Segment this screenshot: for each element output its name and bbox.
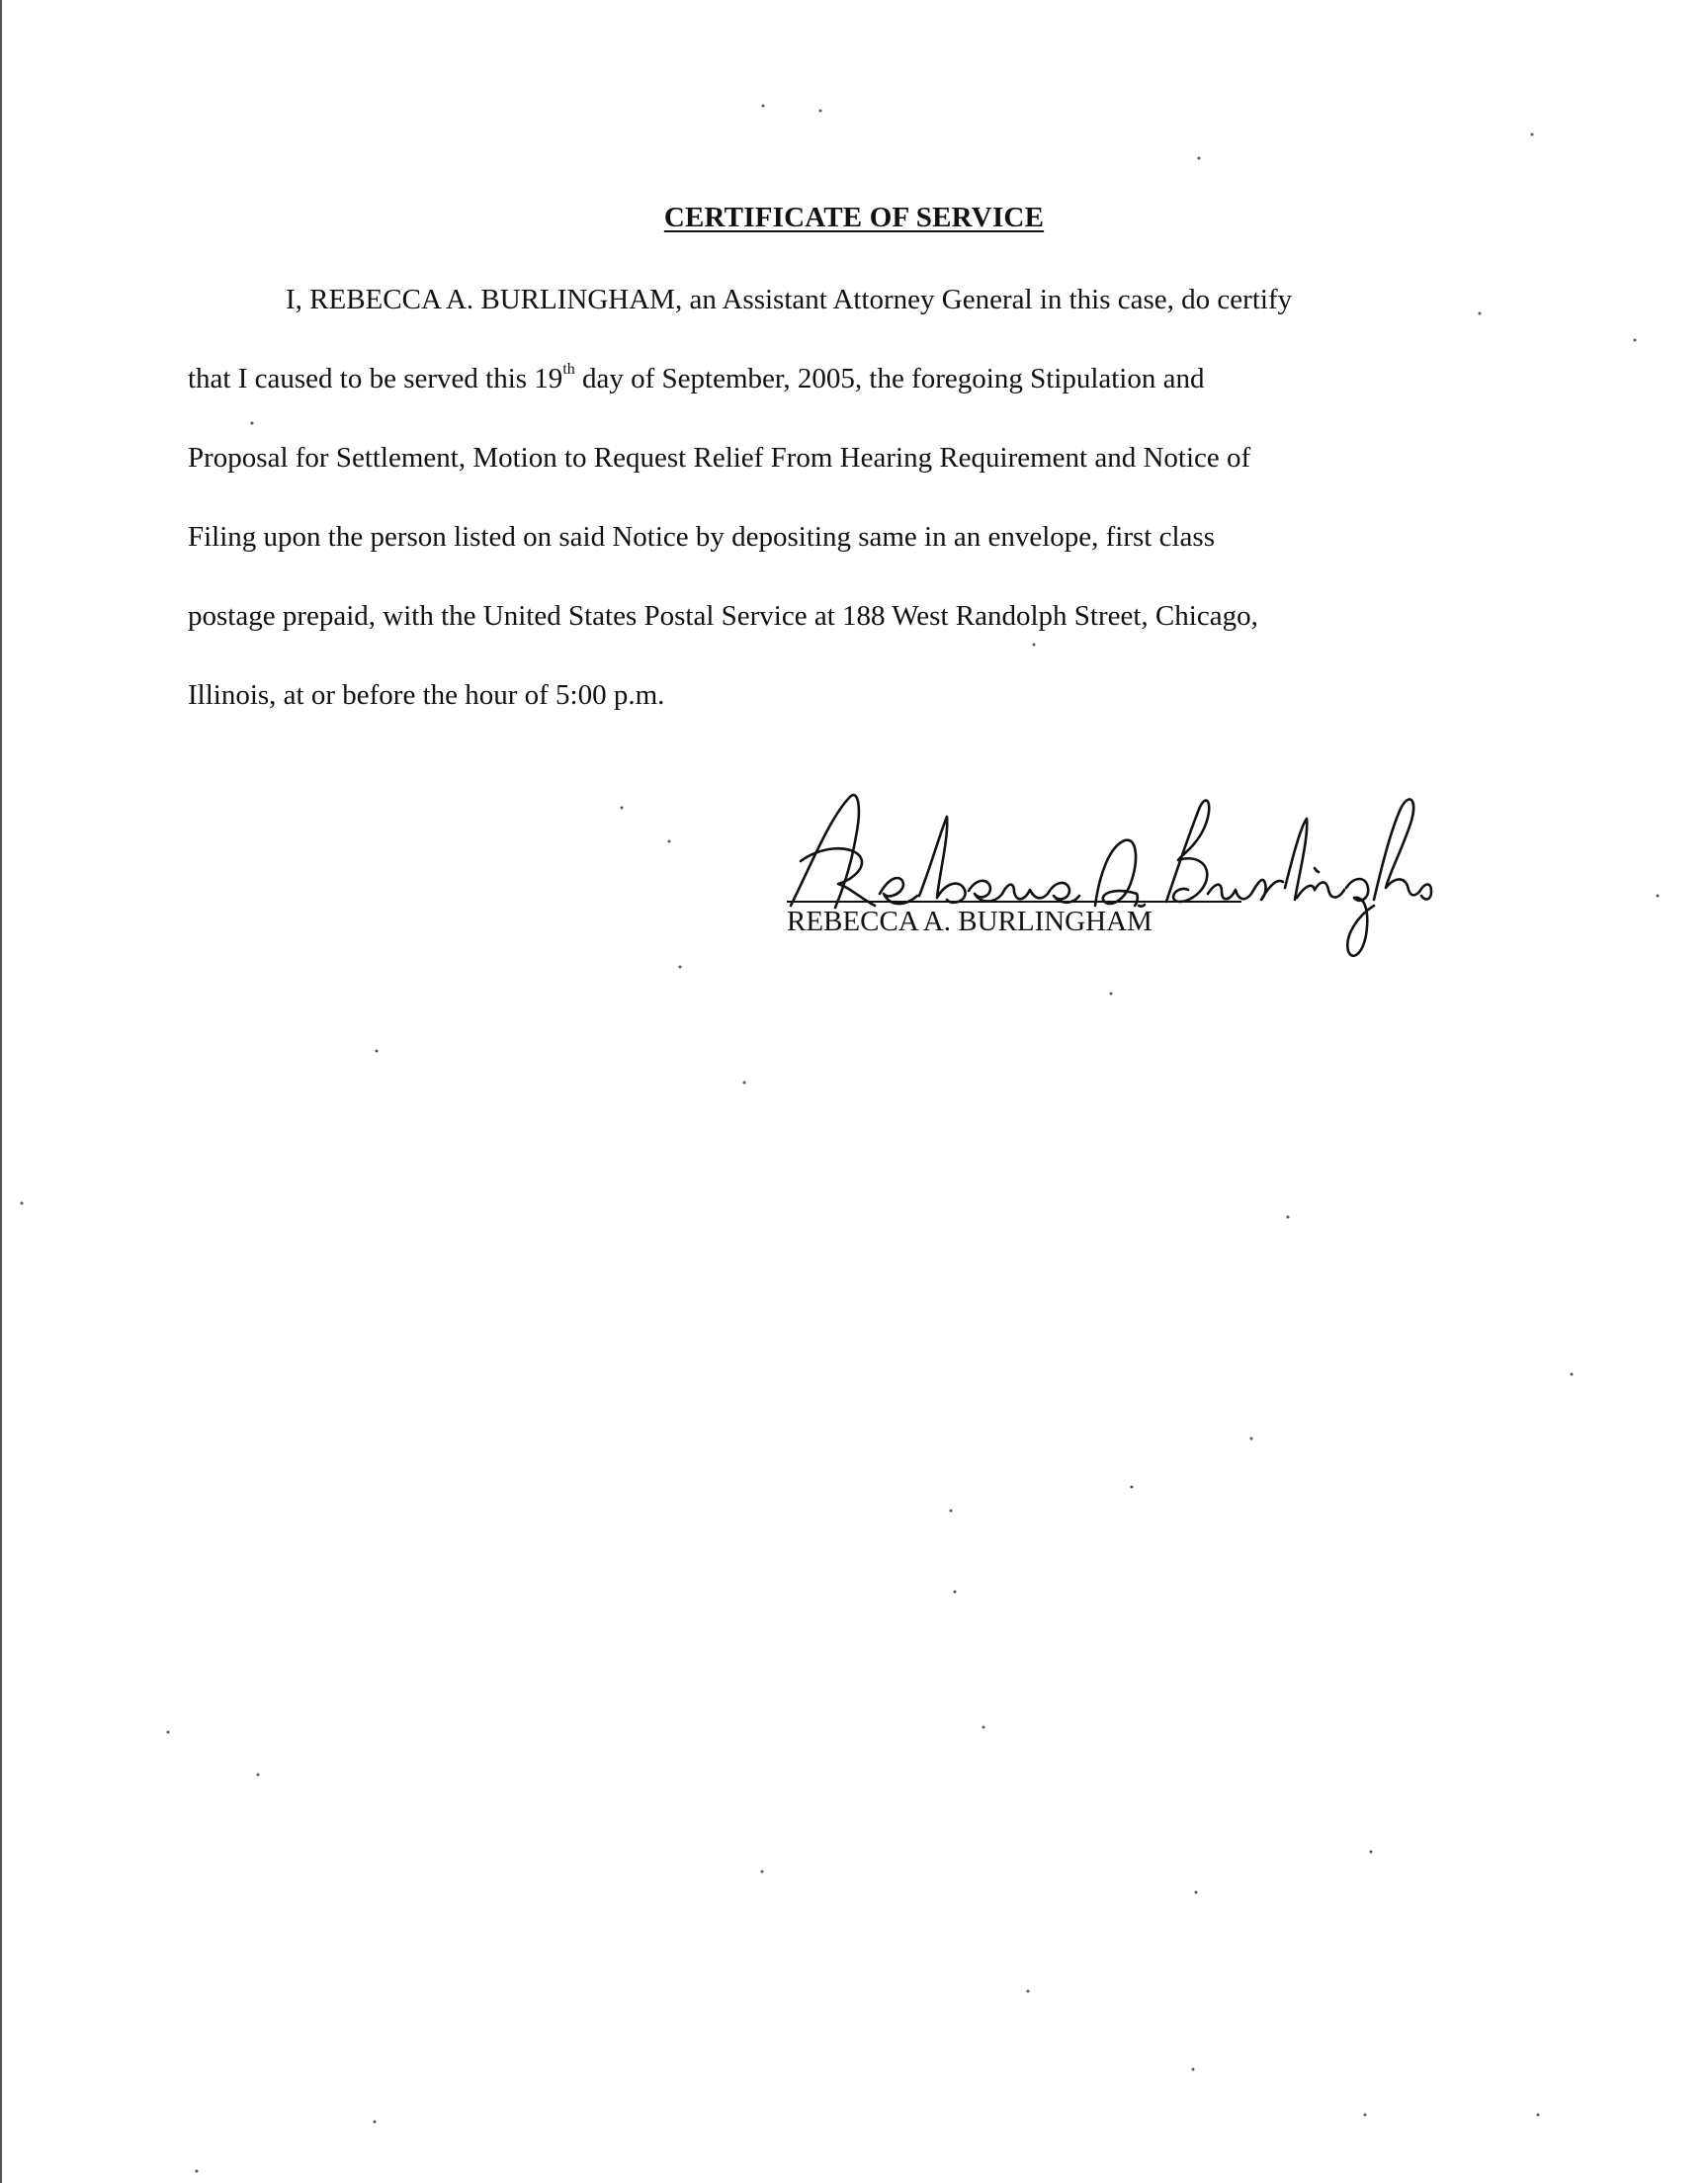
body-line-3: Proposal for Settlement, Motion to Request Relief From Hearing Requirement and Notice of [188,442,1251,474]
body-line-4: Filing upon the person listed on said Notice by depositing same in an envelope, first class [188,521,1215,553]
body-line-6: Illinois, at or before the hour of 5:00 p.m. [188,679,665,711]
signature-line [787,901,1241,903]
signatory-name: REBECCA A. BURLINGHAM [787,906,1153,937]
body-line-2 [188,363,1204,395]
page-edge-line [0,0,2,2183]
body-line-1: I, REBECCA A. BURLINGHAM, an Assistant Attorney General in this case, do certify [286,284,1293,315]
body-line-2-part-b: day of September, 2005, the foregoing Stipulation and [574,363,1205,394]
body-line-2-part-a: that I caused to be served this 19 [188,363,563,394]
ordinal-suffix: th [562,361,575,378]
body-line-5: postage prepaid, with the United States Postal Service at 188 West Randolph Street, Chicago, [188,600,1258,632]
page-title: CERTIFICATE OF SERVICE [663,202,1045,233]
